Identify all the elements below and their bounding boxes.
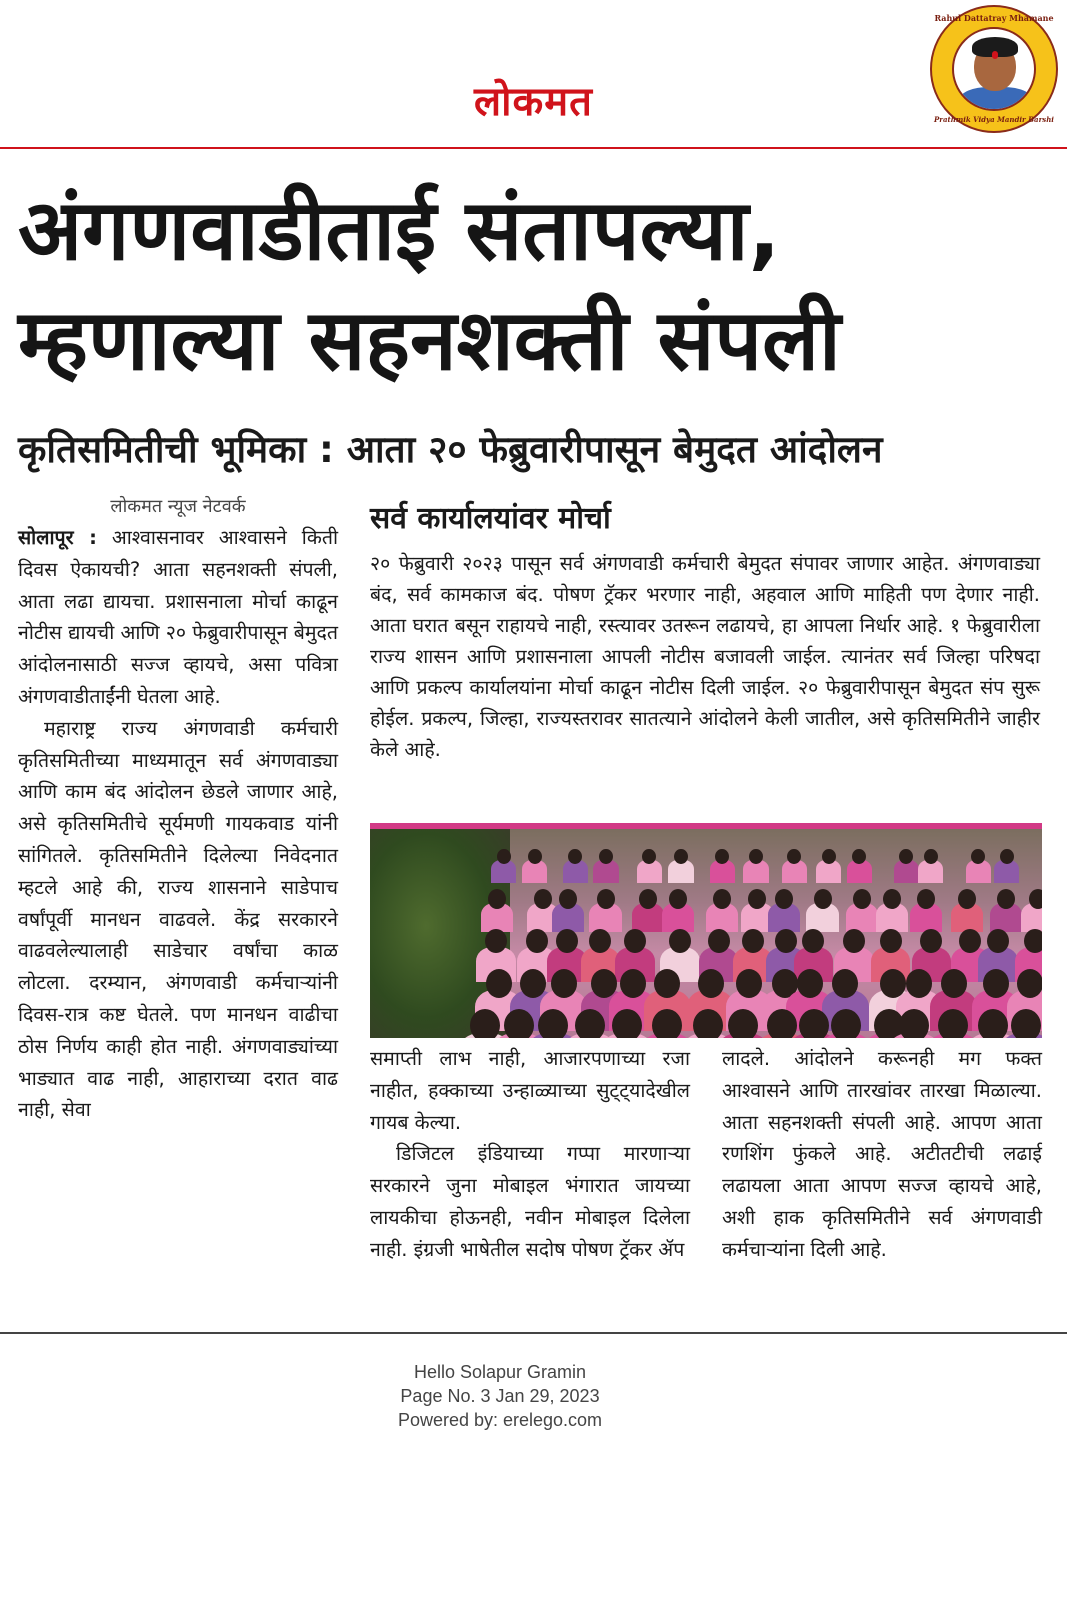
article-paragraph-1 — [18, 522, 338, 713]
headline-line-2: म्हणाल्या सहनशक्ती संपली — [18, 291, 841, 389]
subheadline: कृतिसमितीची भूमिका : आता २० फेब्रुवारीपासून बेमुदत आंदोलन — [18, 428, 883, 471]
article-paragraph-3: समाप्ती लाभ नाही, आजारपणाच्या रजा नाहीत, हक्काच्या उन्हाळ्याच्या सुट्ट्यादेखील गायब केल्या. — [370, 1047, 690, 1134]
article-column-middle — [370, 1043, 690, 1266]
article-column-right — [722, 1043, 1042, 1266]
byline: लोकमत न्यूज नेटवर्क — [110, 496, 246, 517]
article-paragraph-4: डिजिटल इंडियाच्या गप्पा मारणाऱ्या सरकारने जुना मोबाइल भंगारात जायच्या लायकीचा होऊनही, नवीन मोबाइल दिलेला नाही. इंग्रजी भाषेतील सदोष पोषण ट्रॅकर ॲप — [370, 1142, 690, 1261]
article-paragraph-2: महाराष्ट्र राज्य अंगणवाडी कर्मचारी कृतिसमितीच्या माध्यमातून सर्व अंगणवाड्या आणि काम बंद आंदोलन छेडले जाणार आहे, असे कृतिसमितीचे सूर्यमणी गायकवाड यांनी सांगितले. कृतिसमितीने दिलेल्या निवेदनात म्हटले आहे की, राज्य शासनाने साडेपाच वर्षांपूर्वी मानधन वाढवले. केंद्र सरकारने वाढवलेल्यालाही साडेचार वर्षांचा काळ लोटला. दरम्यान, अंगणवाडी कर्मचाऱ्यांनी दिवस-रात्र कष्ट घेतले. पण मानधन वाढीचा ठोस निर्णय काही होत नाही. अंगणवाड्यांच्या भाड्यात वाढ नाही, आहाराच्या दरात वाढ नाही, सेवा — [18, 716, 338, 1122]
footer-edition: Hello Solapur Gramin — [413, 1362, 587, 1382]
footer-powered-by: Powered by: erelego.com — [397, 1410, 603, 1430]
protest-photo — [370, 823, 1042, 1038]
paragraph-1-text: आश्वासनावर आश्वासने किती दिवस ऐकायची? आता सहनशक्ती संपली, आता लढा द्यायचा. प्रशासनाला मोर्चा काढून नोटीस द्यायची आणि २० फेब्रुवारीपासून बेमुदत आंदोलनासाठी सज्ज व्हायचे, असा पवित्रा अंगणवाडीताईंनी घेतला आहे. — [18, 526, 338, 708]
article-column-left — [18, 492, 338, 1126]
badge-name: Rahul Dattatray Mhamane — [934, 13, 1054, 23]
author-badge — [930, 5, 1058, 133]
headline-line-1: अंगणवाडीताई संतापल्या, — [18, 181, 781, 279]
masthead-logo: लोकमत — [474, 78, 593, 125]
footer-rule — [0, 1332, 1067, 1334]
box-body: २० फेब्रुवारी २०२३ पासून सर्व अंगणवाडी कर्मचारी बेमुदत संपावर जाणार आहेत. अंगणवाड्या बंद, सर्व कामकाज बंद. पोषण ट्रॅकर भरणार नाही, अहवाल आणि माहिती पण देणार नाही. आता घरात बसून राहायचे नाही, रस्त्यावर उतरून लढायचे, हा आपला निर्धार आहे. १ फेब्रुवारीला राज्य शासन आणि प्रशासनाला आपली नोटीस बजावली जाईल. त्यानंतर सर्व जिल्हा परिषदा आणि प्रकल्प कार्यालयांना मोर्चा काढून नोटीस दिली जाईल. २० फेब्रुवारीपासून बेमुदत संप सुरू होईल. प्रकल्प, जिल्हा, राज्यस्तरावर सातत्याने आंदोलने केली जातील, असे कृतिसमितीने जाहीर केले आहे. — [370, 552, 1040, 761]
badge-portrait — [952, 27, 1036, 111]
badge-school: Prathmik Vidya Mandir Barshi — [934, 115, 1054, 124]
article-paragraph-5: लादले. आंदोलने करूनही मग फक्त आश्वासने आणि तारखांवर तारखा मिळाल्या. आता सहनशक्ती संपली आहे. आपण आता रणशिंग फुंकले आहे. अटीतटीची लढाई लढायला आता आपण सज्ज व्हायचे आहे, अशी हाक कृतिसमितीने सर्व अंगणवाडी कर्मचाऱ्यांना दिली आहे. — [722, 1047, 1042, 1261]
dateline-place: सोलापूर : — [18, 526, 97, 549]
footer-page-date: Page No. 3 Jan 29, 2023 — [400, 1386, 600, 1406]
box-title: सर्व कार्यालयांवर मोर्चा — [370, 501, 611, 536]
masthead-rule — [0, 147, 1067, 149]
